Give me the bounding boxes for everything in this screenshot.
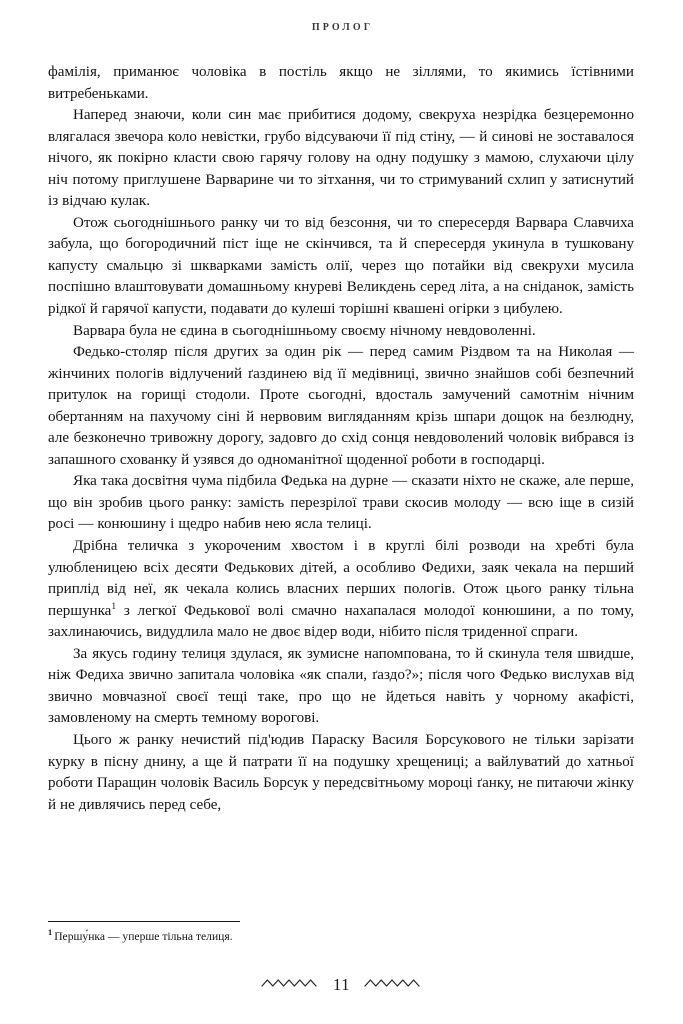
paragraph: Варвара була не єдина в сьогоднішньому своєму нічному невдоволенні. — [73, 322, 536, 339]
paragraph: Отож сьогоднішнього ранку чи то від безсоння, чи то спересердя Варвара Славчиха забула, що богородичний піст іще не скінчився, та й спересердя укинула в тушковану капусту смальцю зі шкварками замість олії, через що потайки від свекрухи мусила поспішно влаштовувати домашньому кнуреві Великдень серед літа, а на сніданок, замість рідкої й гарячої капусти, подавати до кулеші торішні квашені огірки з цибулею. — [48, 214, 634, 318]
footnote-entry — [48, 929, 634, 944]
footnote-separator-rule — [48, 921, 240, 922]
paragraph: Федько-столяр після других за один рік — перед самим Різдвом та на Николая — жінчиних пологів відлучений ґаздинею від її медівниці, звично знайшов собі безпечний притулок на горищі стодоли. Проте сьогодні, вдосталь замучений самотнім нічним обертанням на пахучому сіні й нервовим вигляданням крізь шпари дощок на безлюдну, але безконечно тривожну дорогу, задовго до схід сонця невдоволений чоловік вибрався із запашного схованку й узявся до одноманітної щоденної роботи в господарці. — [48, 344, 634, 468]
footnote-number: 1 — [48, 928, 53, 938]
footnote-text: Першу́нка — уперше тільна телиця. — [54, 930, 233, 943]
paragraph: фамілія, приманює чоловіка в постіль якщо не зіллями, то якимись їстівними витребеньками. — [48, 64, 634, 102]
paragraph: За якусь годину телиця здулася, як зумисне напомпована, то й скинула теля швидше, ніж Федиха звично запитала чоловіка «як спали, ґаздо?»; після чого Федько вислухав від звично мовчазної своєї тещі таке, про що не йдеться навіть у чорному акафісті, замовленому на смерть темному ворогові. — [48, 645, 634, 727]
paragraph: Яка така досвітня чума підбила Федька на дурне — сказати ніхто не скаже, але перше, що він зробив цього ранку: замість перезрілої трави скосив молоду — всю іще в сизій росі — конюшину і щедро набив нею ясла телиці. — [48, 473, 634, 533]
footnote-area — [48, 921, 634, 944]
page-number: 11 — [332, 975, 351, 994]
paragraph-with-footnote-ref — [48, 536, 634, 644]
paragraph: Цього ж ранку нечистий під'юдив Параску Василя Борсукового не тільки зарізати курку в пісну днину, а ще й патрати її на подушку хрещениці; а вайлуватий до хатньої роботи Паращин чоловік Василь Борсук у передсвітньому мороці ґанку, не питаючи жінку й не дивлячись перед себе, — [48, 731, 634, 813]
zigzag-ornament-right — [364, 976, 422, 994]
page-folio — [0, 975, 683, 995]
paragraph: Наперед знаючи, коли син має прибитися додому, свекруха незрідка безцеремонно влягалася звечора коло невістки, грубо відсуваючи її під стіну, — й синові не зоставалося нічого, як покірно класти свою гарячу голову на одну подушку з мамою, слухаючи цілу ніч потому приглушене Варварине чи то зітхання, чи то стримуваний схлип у затиснутий із відчаю кулак. — [48, 107, 634, 210]
footnote-reference-marker[interactable]: 1 — [111, 601, 117, 612]
paragraph-text-before-footnote: Дрібна теличка з укороченим хвостом і в круглі білі розводи на хребті була улюбленицею всіх десяти Федькових дітей, а особливо Федихи, заяк чекала на перший приплід від неї, як чекала колись власних перших пологів. Отож цього ранку тільна першунка — [48, 538, 634, 619]
zigzag-ornament-left — [261, 976, 319, 994]
running-head: ПРОЛОГ — [311, 22, 374, 33]
paragraph-text-after-footnote: з легкої Федькової волі смачно нахапалася молодої конюшини, а по тому, захлинаючись, видудлила мало не двоє відер води, нібито після триденної спраги. — [48, 602, 634, 641]
body-text-block — [48, 62, 634, 816]
